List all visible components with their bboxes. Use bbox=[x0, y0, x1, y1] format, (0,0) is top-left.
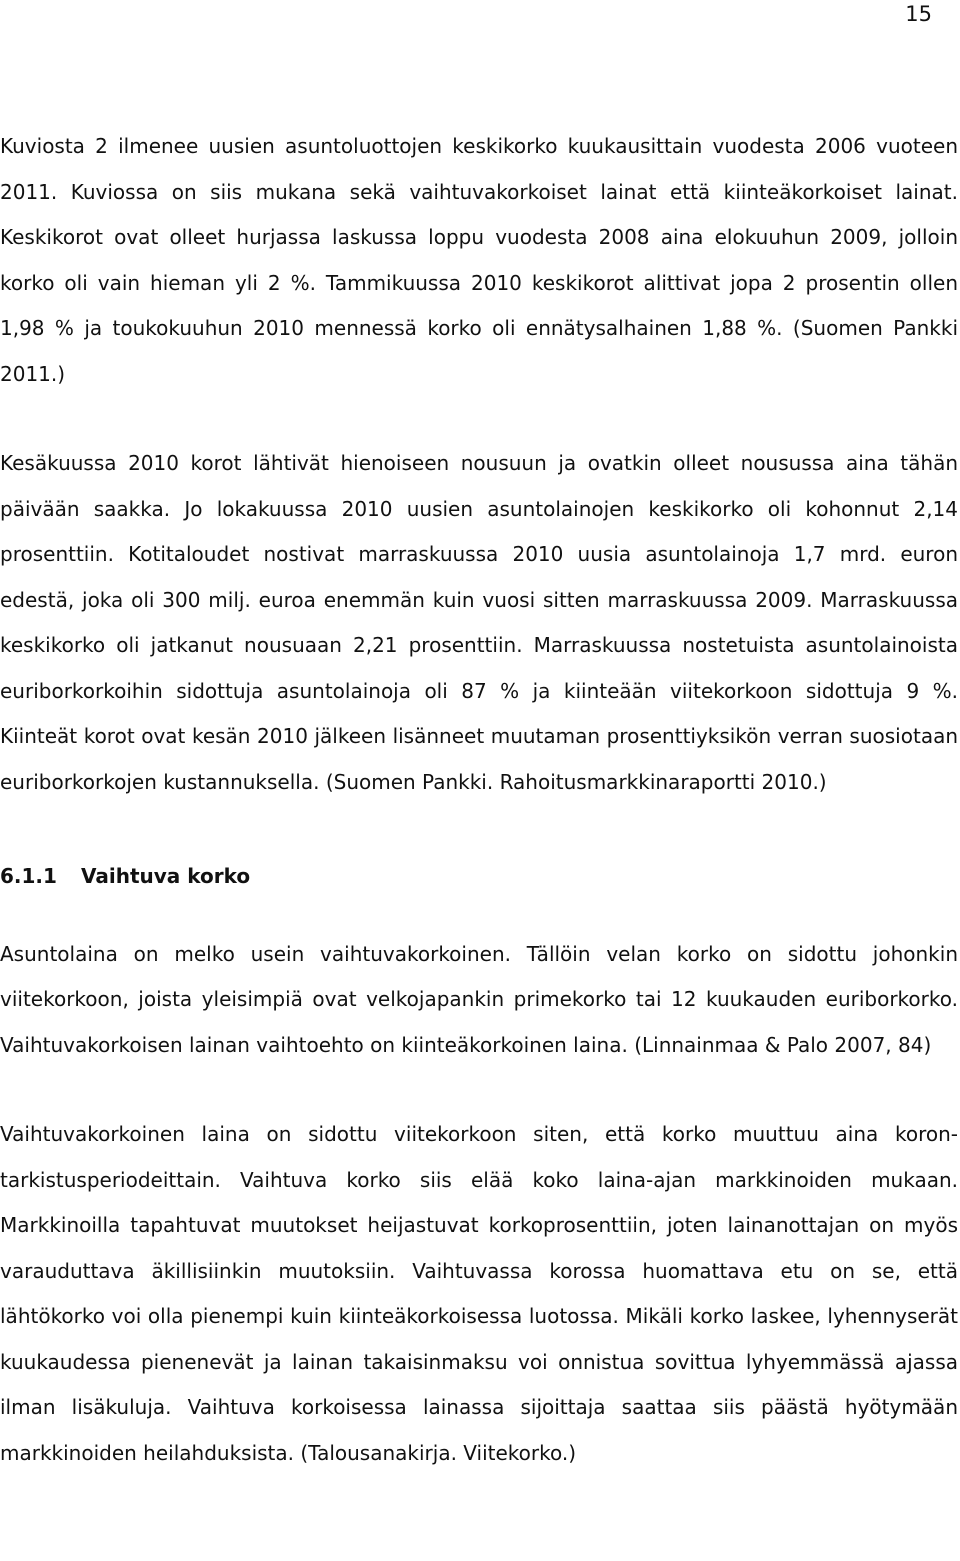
paragraph-rate-rise: Kesäkuussa 2010 korot lähtivät hienoiseen nousuun ja ovatkin olleet nousussa aina tähän päivään saakka. Jo lokakuussa 2010 uusien asuntolainojen keskikorko oli kohonnut 2,14 prosenttiin. Kotitaloudet nostivat marraskuussa 2010 uusia asuntolainoja 1,7 mrd. euron edestä, joka oli 300 milj. euroa enemmän kuin vuosi sitten marraskuussa 2009. Marraskuussa keskikorko oli jatkanut nousuaan 2,21 prosenttiin. Marraskuussa nostetuista asuntolainoista euriborkorkoihin sidottuja asuntolainoja oli 87 % ja kiinteään viitekorkoon sidottuja 9 %. Kiinteät korot ovat kesän 2010 jälkeen lisänneet muutaman prosenttiyksikön verran suosiotaan euriborkorkojen kustannuksella. (Suomen Pankki. Rahoitusmarkkinaraportti 2010.) bbox=[0, 451, 958, 794]
paragraph-interest-rate-trend: Kuviosta 2 ilmenee uusien asuntoluottojen keskikorko kuukausittain vuodesta 2006 vuoteen 2011. Kuviossa on siis mukana sekä vaihtuvakorkoiset lainat että kiinteäkorkoiset lainat. Keskikorot ovat olleet hurjassa laskussa loppu vuodesta 2008 aina elokuuhun 2009, jolloin korko oli vain hieman yli 2 %. Tammikuussa 2010 keskikorot alittivat jopa 2 prosentin ollen 1,98 % ja toukokuuhun 2010 mennessä korko oli ennätysalhainen 1,88 %. (Suomen Pankki 2011.) bbox=[0, 134, 958, 386]
section-title: Vaihtuva korko bbox=[81, 864, 251, 888]
page-number: 15 bbox=[905, 2, 932, 26]
paragraph-variable-loan-intro: Asuntolaina on melko usein vaihtuvakorkoinen. Tällöin velan korko on sidottu johonkin viitekorkoon, joista yleisimpiä ovat velkojapankin primekorko tai 12 kuukauden euriborkorko. Vaihtuvakorkoisen lainan vaihtoehto on kiinteäkorkoinen laina. (Linnainmaa & Palo 2007, 84) bbox=[0, 941, 958, 1057]
paragraph-variable-loan-details: Vaihtuvakorkoinen laina on sidottu viitekorkoon siten, että korko muuttuu aina korontarkistusperiodeittain. Vaihtuva korko siis elää koko laina-ajan markkinoiden mukaan. Markkinoilla tapahtuvat muutokset heijastuvat korkoprosenttiin, joten lainanottajan on myös varauduttava äkillisiinkin muutoksiin. Vaihtuvassa korossa huomattava etu on se, että lähtökorko voi olla pienempi kuin kiinteäkorkoisessa luotossa. Mikäli korko laskee, lyhennyserät kuukaudessa pienenevät ja lainan takaisinmaksu voi onnistua sovittua lyhyemmässä ajassa ilman lisäkuluja. Vaihtuva korkoisessa lainassa sijoittaja saattaa siis päästä hyötymään markkinoiden heilahduksista. (Talousanakirja. Viitekorko.) bbox=[0, 1122, 958, 1465]
section-heading bbox=[0, 854, 958, 900]
document-body bbox=[0, 124, 958, 1476]
section-number: 6.1.1 bbox=[0, 864, 57, 888]
